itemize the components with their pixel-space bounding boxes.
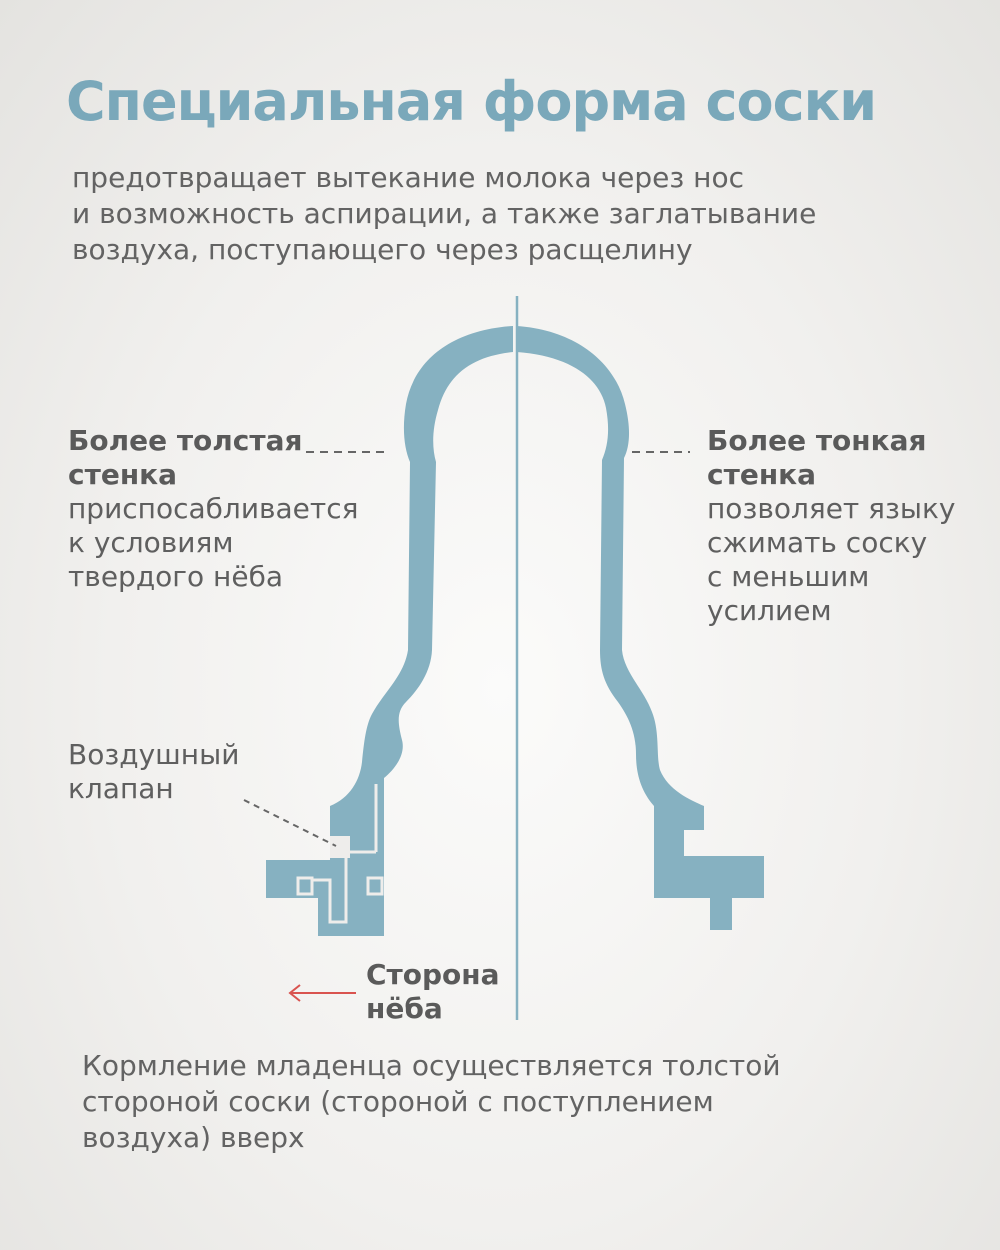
thin-wall-text: с меньшим xyxy=(707,560,870,593)
palate-direction-arrow xyxy=(290,985,356,1001)
air-valve-label: клапан xyxy=(68,772,174,805)
air-valve-leader xyxy=(244,800,336,846)
thick-wall-text: к условиям xyxy=(68,526,234,559)
palate-side-label xyxy=(366,958,500,1026)
thin-wall-heading: стенка xyxy=(707,458,817,491)
air-valve-label: Воздушный xyxy=(68,738,240,771)
thin-wall-text: сжимать соску xyxy=(707,526,928,559)
thin-wall-callout xyxy=(707,424,955,628)
subtitle-line: воздуха, поступающего через расщелину xyxy=(72,233,693,266)
thin-wall-text: усилием xyxy=(707,594,832,627)
subtitle-line: и возможность аспирации, а также заглатывание xyxy=(72,197,817,230)
page-title: Специальная форма соски xyxy=(66,70,877,133)
thick-wall-text: приспосабливается xyxy=(68,492,359,525)
thick-wall-callout xyxy=(68,424,358,594)
thick-wall-text: твердого нёба xyxy=(68,560,284,593)
palate-side-label-line: нёба xyxy=(366,992,443,1025)
thin-wall-text: позволяет языку xyxy=(707,492,956,525)
footer-line: стороной соски (стороной с поступлением xyxy=(82,1085,714,1118)
air-valve-callout xyxy=(68,738,239,806)
palate-side-label-line: Сторона xyxy=(366,958,500,991)
thin-wall-shape xyxy=(517,326,764,930)
thick-wall-shape xyxy=(266,326,513,936)
thick-wall-heading: стенка xyxy=(68,458,178,491)
thin-wall-heading: Более тонкая xyxy=(707,424,927,457)
footer-note xyxy=(82,1048,781,1156)
footer-line: Кормление младенца осуществляется толстой xyxy=(82,1049,781,1082)
subtitle-line: предотвращает вытекание молока через нос xyxy=(72,161,744,194)
thick-wall-heading: Более толстая xyxy=(68,424,303,457)
footer-line: воздуха) вверх xyxy=(82,1121,305,1154)
